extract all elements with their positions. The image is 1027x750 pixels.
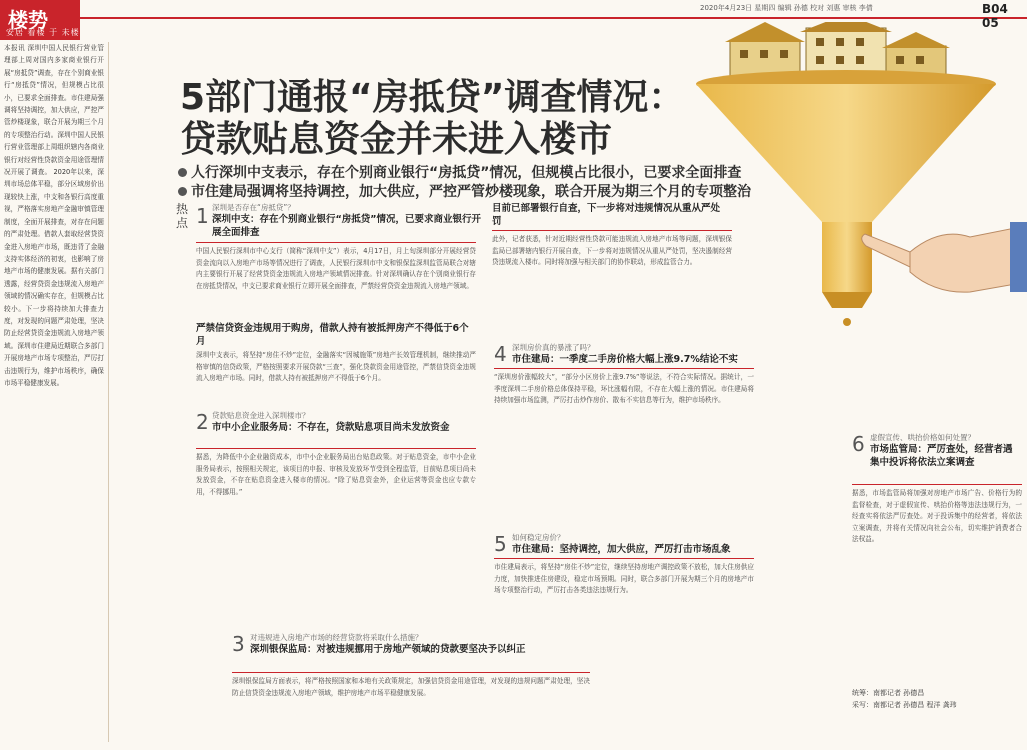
funnel-body xyxy=(696,84,996,222)
section-badge xyxy=(0,0,80,40)
header-rule xyxy=(80,17,1027,19)
section3-body: 深圳银保监局方面表示，将严格按照国家和本地有关政策规定，加强信贷资金用途管理，对发现的违规问题严肃处理，坚决防止信贷资金违规流入房地产领域，维护房地产市场平稳健康发展。 xyxy=(232,677,590,697)
section4-number: 4 xyxy=(494,342,507,366)
section2-rule xyxy=(196,448,476,449)
section1-heading: 深圳中支：存在个别商业银行“房抵贷”情况，已要求商业银行开展全面排查 xyxy=(212,214,481,238)
section1-body: 中国人民银行深圳市中心支行（简称“深圳中支”）表示，4月17日，月上旬深圳部分开展经营贷资金流向以入房地产市场等情况进行了调查，人民银行深圳市中支和银保监深圳监管局联合对辖内主要银行开展了经营贷资金违规流入房地产领域情况排查。针对深圳确认存在个别商业银行存在房抵贷情况，中支已要求商业银行立即开展全面排查，严禁经营贷资金违规流入房地产领域。 xyxy=(196,247,476,290)
section1-body2: 深圳中支表示，将坚持“房住不炒”定位，金融落实“因城施策”房地产长效管理机制，继续推动严格审慎的信贷政策，严格按照要求开展贷款“三查”，强化贷款资金用途管控，严禁信贷资金违规流入房地产市场。同时，借款人持有被抵押房产不得低于6个月。 xyxy=(196,351,476,383)
mid-top-rule xyxy=(492,230,732,231)
section5-body: 市住建局表示，将坚持“房住不炒”定位，继续坚持房地产调控政策不放松，加大住房供应力度，加快推进住房建设，稳定市场预期。同时，联合多部门开展为期三个月的房地产市场专项整治行动，严厉打击各类违法违规行为。 xyxy=(494,563,754,595)
section1-subheading: 严禁信贷资金违规用于购房，借款人持有被抵押房产不得低于6个月 xyxy=(196,323,469,347)
section1-number: 1 xyxy=(196,204,209,228)
section5-rule xyxy=(494,558,754,559)
section3-heading: 深圳银保监局：对被违规挪用于房地产领域的贷款要坚决予以纠正 xyxy=(250,644,526,655)
section6-heading: 市场监管局：严厉查处，经营者遇集中投诉将依法立案调查 xyxy=(870,444,1013,468)
section2-number: 2 xyxy=(196,410,209,434)
credits-line1: 统筹：南都记者 孙德昌 xyxy=(852,689,925,697)
section6-body: 据悉，市场监管局将加强对房地产市场广告、价格行为的监督检查，对于虚假宣传、哄抬价格等违法违规行为，一经查实将依法严厉查处。对于投诉集中的经营者，将依法立案调查，并将有关情况向社会公布，切实维护消费者合法权益。 xyxy=(852,489,1022,544)
section1-question: 深圳是否存在“房抵贷”？ xyxy=(212,203,295,212)
bullet-icon xyxy=(178,168,187,177)
subhead-2: 市住建局强调将坚持调控，加大供应，严控严管炒楼现象，联合开展为期三个月的专项整治 xyxy=(178,181,918,201)
mid-top-heading: 目前已部署银行自查，下一步将对违规情况从重从严处罚 xyxy=(492,203,721,227)
credits-line2: 采写：南都记者 孙德昌 程洋 龚玮 xyxy=(852,701,957,709)
section2-body: 据悉，为降低中小企业融资成本，市中小企业服务局出台贴息政策。对于贴息资金，市中小企业服务局表示，按照相关规定，该项目的申报、审核及发放环节受到全程监管，目前贴息项目尚未发放资金，不存在贴息资金进入楼市的情况。“除了贴息资金外，企业运营等资金也应专款专用，不得挪用。” xyxy=(196,453,476,496)
section-subtitle: 安居 看楼 于 未楼 xyxy=(6,28,80,37)
section6-number: 6 xyxy=(852,432,865,456)
section2-question: 贷款贴息资金进入深圳楼市？ xyxy=(212,411,310,420)
section3-question: 对违规进入房地产市场的经营贷款将采取什么措施？ xyxy=(250,633,423,642)
section4-body: “深圳房价涨幅较大”，“部分小区房价上涨9.7%”等说法，不符合实际情况。据统计，一季度深圳二手房价格总体保持平稳，环比涨幅有限，不存在大幅上涨的情况。市住建局将持续加强市场监测，严厉打击炒作房价、散布不实信息等行为，维护市场秩序。 xyxy=(494,373,754,405)
section5-heading: 市住建局：坚持调控，加大供应，严厉打击市场乱象 xyxy=(512,544,731,555)
funnel-spout xyxy=(822,222,872,292)
page-number: B04 05 xyxy=(982,2,1008,30)
section6-question: 虚假宣传、哄抬价格如何处置？ xyxy=(870,433,975,442)
left-column-text: 本报讯 深圳中国人民银行营业管理部上周对国内多家商业银行开展“房抵贷”调查，存在个别商业银行“房抵贷”情况，但规模占比很小，已要求全面排查。市住建局强调将坚持调控，加大供应，严控严管炒楼现象，联合开展为期三个月的专项整治行动。深圳中国人民银行营业管理部上周组织辖内各商业银行对经营性贷款资金用途管理情况开展了调查。 2020年以来，深圳市场总体平稳，部分区域房价出现较快上涨，中支和各银行高度重视，严格落实房地产金融审慎管理制度，全面开展排查，对存在问题的严肃处理。借款人套取经营贷资金进入房地产市场，既违背了金融支持实体经济的初衷，也影响了房地产市场的健康发展。据有关部门透露，经营贷资金违规流入房地产领域的情况确实存在，但规模占比较小。下一步将持续加大排查力度，对发现的问题严肃处理，坚决防止经营贷资金违规流入房地产领域。深圳市住建局近期联合多部门开展房地产市场专项整治，严厉打击违规行为，维护市场秩序，确保市场平稳健康发展。 xyxy=(4,44,104,387)
header-meta: 2020年4月23日 星期四 编辑 孙德 校对 刘惠 审核 李倩 xyxy=(700,4,873,12)
section4-rule xyxy=(494,368,754,369)
column-divider xyxy=(108,42,109,742)
section3-number: 3 xyxy=(232,632,245,656)
section6-rule xyxy=(852,484,1022,485)
section5-question: 如何稳定房价？ xyxy=(512,533,565,542)
hotspot-label: 热点 xyxy=(176,202,189,230)
headline-line1: 5部门通报“房抵贷”调查情况： xyxy=(180,77,685,118)
bullet-icon xyxy=(178,187,187,196)
section2-heading: 市中小企业服务局：不存在，贷款贴息项目尚未发放资金 xyxy=(212,422,450,433)
subhead-1: 人行深圳中支表示，存在个别商业银行“房抵贷”情况，但规模占比很小，已要求全面排查 xyxy=(178,162,918,182)
section5-number: 5 xyxy=(494,532,507,556)
section4-heading: 市住建局：一季度二手房价格大幅上涨9.7%结论不实 xyxy=(512,354,738,365)
section-title: 楼势 xyxy=(8,8,48,32)
section3-rule xyxy=(232,672,590,673)
section4-question: 深圳房价真的暴涨了吗？ xyxy=(512,343,595,352)
hand-icon xyxy=(862,222,1027,292)
headline-line2: 贷款贴息资金并未进入楼市 xyxy=(180,119,613,160)
mid-top-body: 此外，记者获悉，针对近期经营性贷款可能违规流入房地产市场等问题，深圳银保监局已部署辖内银行开展自查，下一步将对违规情况从重从严处罚，坚决遏制经营贷违规流入楼市。同时将加强与相关部门的协作联动，形成监管合力。 xyxy=(492,235,732,267)
section1-rule xyxy=(196,242,476,243)
